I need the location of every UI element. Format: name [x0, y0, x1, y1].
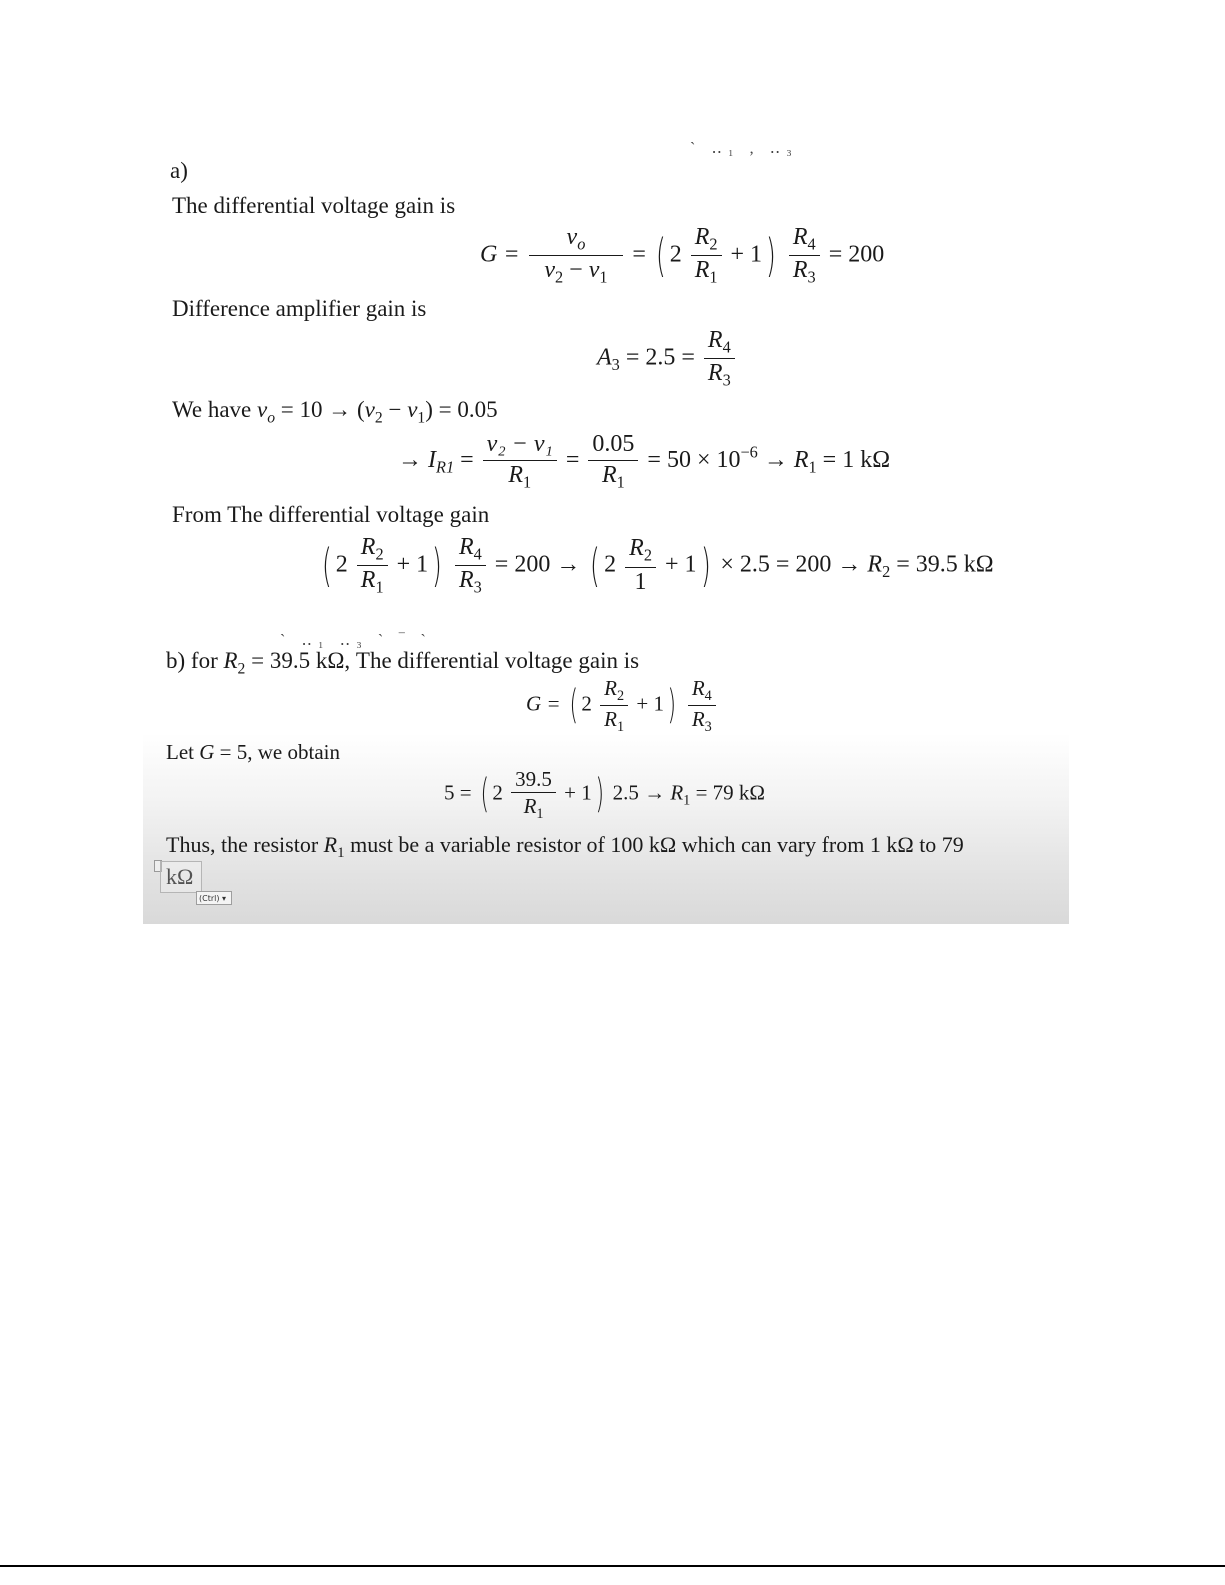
- equation-g-b: G = ( 2 $\frac{R_2}{R_1}$ + 1) $\frac{R_4}{R_3}$: [526, 676, 719, 736]
- equation-solve-r1: 5 = ( 2 $\frac{39.5}{R_1}$ + 1) $2.5 \to R_1 = 79$ kΩ: [444, 767, 766, 823]
- paste-options-button[interactable]: (Ctrl) ▾: [196, 891, 232, 905]
- fraction-vo-over-vdiff: $\frac{v_o}{v_2 - v_1}$: [529, 224, 624, 288]
- equation-current-r1: → $I_{R1}$ = $\frac{\text{v₂ − v₁}}{R_1}$ = $\frac{0.05}{R_1}$ = $50 \times 10^{-6} \to R_1 = 1$ kΩ: [398, 431, 891, 492]
- from-differential-text: From The differential voltage gain: [172, 502, 490, 527]
- difference-amplifier-text: Difference amplifier gain is: [172, 296, 427, 321]
- let-g-line: Let G = 5, we obtain: [166, 740, 340, 764]
- part-b-heading: b) for $R_2 = 39.5$ kΩ, The differential voltage gain is: [166, 648, 640, 678]
- page-bottom-border: [0, 1565, 1225, 1567]
- equation-differential-gain: G = $\frac{v_o}{v_2 - v_1}$ = ( 2 $\frac{R_2}{R_1}$ + 1) $\frac{R_4}{R_3}$ = 200: [480, 224, 885, 288]
- conclusion-line: Thus, the resistor $R_1$ must be a variable resistor of 100 kΩ which can vary from 1 kΩ to 79: [166, 832, 964, 862]
- part-a-label: a): [170, 158, 188, 183]
- cropped-equation-fragment-middle: ` ‥₁ ‥₃ ` ‾ `: [280, 632, 432, 649]
- equation-a3: $A_3 = 2.5$ = $\frac{R_4}{R_3}$: [597, 327, 738, 391]
- cropped-equation-fragment-top: ` ‥₁ , ‥₃: [690, 140, 798, 157]
- part-a-intro: The differential voltage gain is: [172, 193, 456, 218]
- equation-solve-r2: ( 2 $\frac{R_2}{R_1}$ + 1) $\frac{R_4}{R_3}$ = 200 → ( 2 $\frac{R_2}{1}$ + $1) \times 2.5 = 200 \to R_2 = 39.5$ kΩ: [322, 534, 994, 598]
- we-have-line: We have $v_o = 10 \to (v_2 - v_1) = 0.05$: [172, 397, 498, 427]
- paste-selection-box: [160, 861, 202, 893]
- conclusion-unit: kΩ: [166, 864, 194, 889]
